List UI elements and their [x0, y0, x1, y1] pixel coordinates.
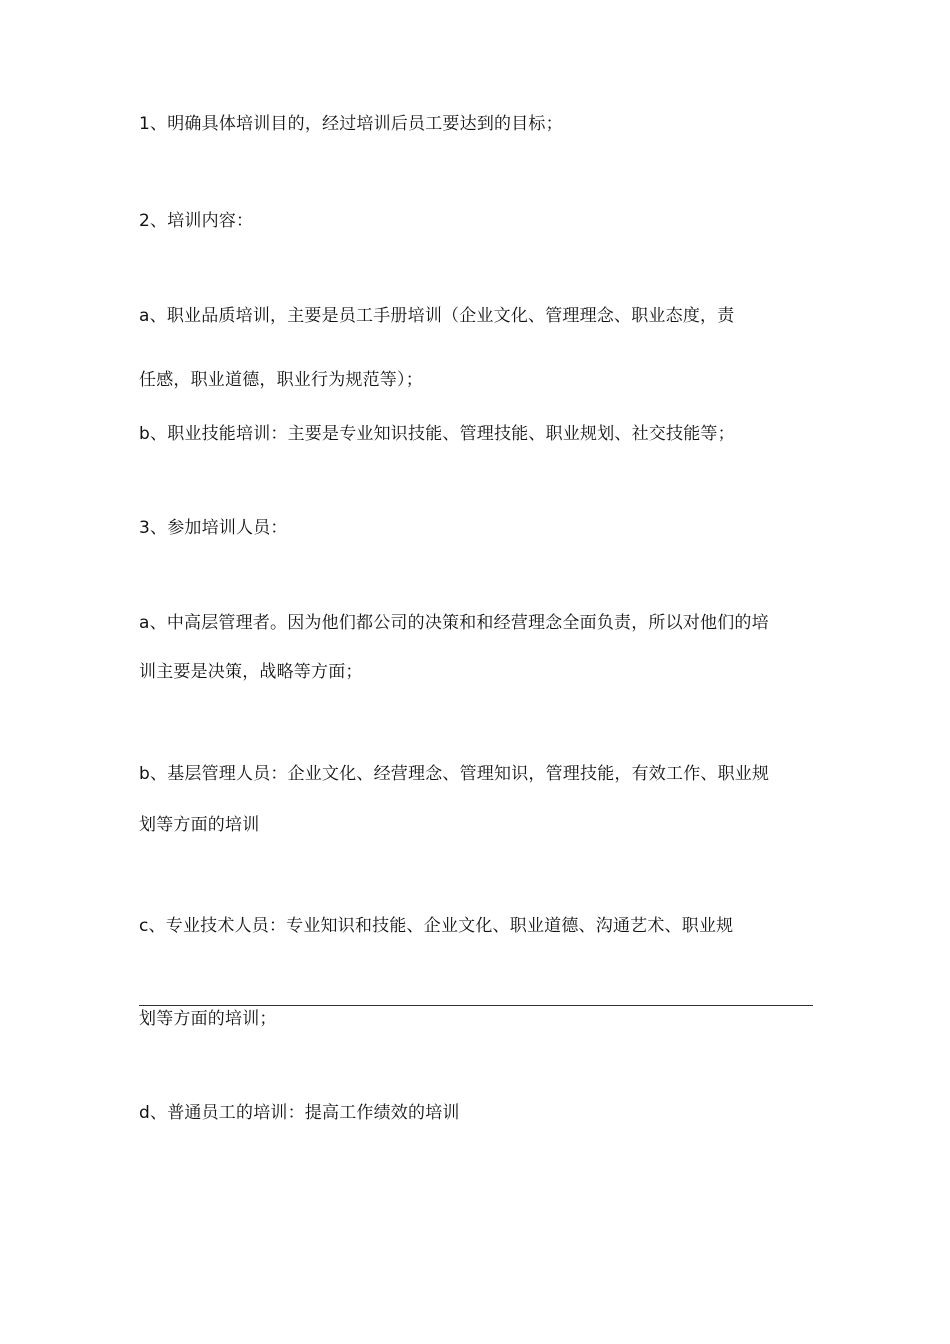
item-3-trainees: 3、参加培训人员： [139, 518, 288, 538]
item-3b-junior-managers-line1: b、基层管理人员：企业文化、经营理念、管理知识，管理技能，有效工作、职业规 [139, 764, 770, 784]
item-2-training-content: 2、培训内容： [139, 211, 254, 231]
item-1-training-goal: 1、明确具体培训目的，经过培训后员工要达到的目标； [139, 114, 563, 134]
item-2a-professional-quality-line2: 任感，职业道德，职业行为规范等）； [139, 370, 423, 390]
item-3d-regular-staff: d、普通员工的培训：提高工作绩效的培训 [139, 1103, 460, 1123]
horizontal-divider [139, 1005, 813, 1006]
item-3c-technical-staff-line1: c、专业技术人员：专业知识和技能、企业文化、职业道德、沟通艺术、职业规 [139, 916, 734, 936]
item-3a-senior-managers-line2: 训主要是决策，战略等方面； [139, 662, 363, 682]
item-3c-technical-staff-line2: 划等方面的培训； [139, 1009, 277, 1029]
item-3b-junior-managers-line2: 划等方面的培训 [139, 815, 260, 835]
item-3a-senior-managers-line1: a、中高层管理者。因为他们都公司的决策和和经营理念全面负责，所以对他们的培 [139, 613, 769, 633]
item-2a-professional-quality-line1: a、职业品质培训，主要是员工手册培训（企业文化、管理理念、职业态度，责 [139, 306, 735, 326]
item-2b-professional-skills: b、职业技能培训：主要是专业知识技能、管理技能、职业规划、社交技能等； [139, 424, 735, 444]
